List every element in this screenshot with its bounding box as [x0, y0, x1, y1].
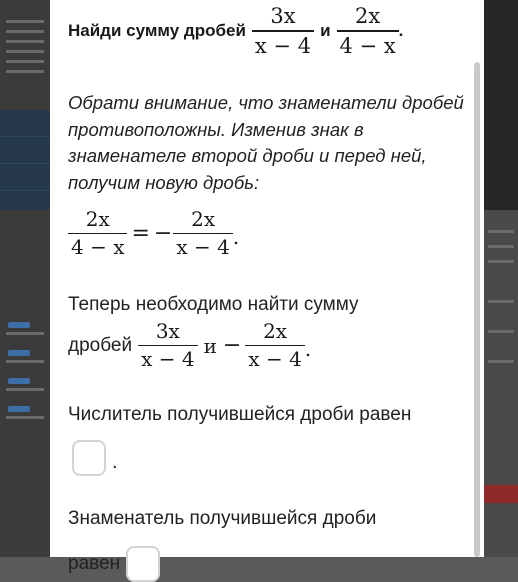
numerator-answer-input[interactable] — [72, 440, 106, 476]
minus-sign: − — [222, 333, 242, 359]
fraction-denominator: x − 4 — [141, 347, 195, 372]
fraction-bar — [252, 30, 314, 31]
fraction-denominator: 4 − x — [71, 235, 125, 260]
step2-end: . — [304, 337, 312, 362]
background-nav — [0, 110, 50, 210]
fraction-bar — [173, 233, 232, 234]
background-red-button — [484, 485, 518, 503]
step2-fraction-a — [138, 320, 197, 371]
task-and: и — [320, 20, 331, 40]
fraction-denominator: 4 − x — [339, 33, 396, 58]
task-title — [68, 4, 403, 58]
minus-sign: − — [153, 221, 173, 247]
fraction-bar — [245, 345, 304, 346]
denominator-question: Знаменатель получившейся дроби — [68, 508, 377, 529]
fraction-numerator: 3x — [155, 319, 180, 343]
fraction-bar — [337, 30, 399, 31]
step2-and: и — [203, 333, 217, 358]
task-fraction-a — [252, 4, 314, 58]
fraction-numerator: 2x — [263, 319, 288, 343]
fraction-numerator: 2x — [354, 4, 381, 28]
fraction-numerator: 3x — [270, 4, 296, 28]
equation-transform — [68, 208, 239, 259]
fraction-bar — [138, 345, 197, 346]
modal-scrollbar[interactable] — [474, 62, 480, 557]
task-card — [50, 0, 484, 574]
eq1-fraction-right — [173, 208, 232, 259]
fraction-bar — [68, 233, 127, 234]
denominator-answer-row — [68, 546, 160, 582]
numerator-answer-row — [72, 440, 118, 476]
hint-text: Обрати внимание, что знаменатели дробей противоположны. Изменив знак в знаменателе второй дроби и перед ней, получим новую дробь: — [68, 92, 464, 193]
background-page-left — [0, 0, 50, 557]
task-prefix: Найди сумму дробей — [68, 20, 246, 40]
step2-label: дробей — [68, 334, 133, 356]
eq1-fraction-left — [68, 208, 127, 259]
eq1-end: . — [232, 225, 240, 250]
equals-sign: = — [131, 221, 150, 247]
denominator-answer-input[interactable] — [126, 546, 160, 582]
step2-text: Теперь необходимо найти сумму — [68, 294, 359, 315]
fraction-denominator: x − 4 — [248, 347, 302, 372]
fraction-numerator: 2x — [191, 207, 216, 231]
step2-fraction-b — [245, 320, 304, 371]
fraction-denominator: x − 4 — [254, 33, 312, 58]
step2-equation — [68, 320, 311, 371]
background-image — [484, 0, 518, 210]
task-end: . — [398, 20, 404, 40]
fraction-denominator: x − 4 — [176, 235, 230, 260]
numerator-question: Числитель получившейся дроби равен — [68, 404, 412, 425]
background-page-right — [484, 0, 518, 557]
task-fraction-b — [337, 4, 399, 58]
numerator-end: . — [112, 451, 118, 473]
denominator-tail: равен — [68, 553, 121, 574]
fraction-numerator: 2x — [85, 207, 110, 231]
